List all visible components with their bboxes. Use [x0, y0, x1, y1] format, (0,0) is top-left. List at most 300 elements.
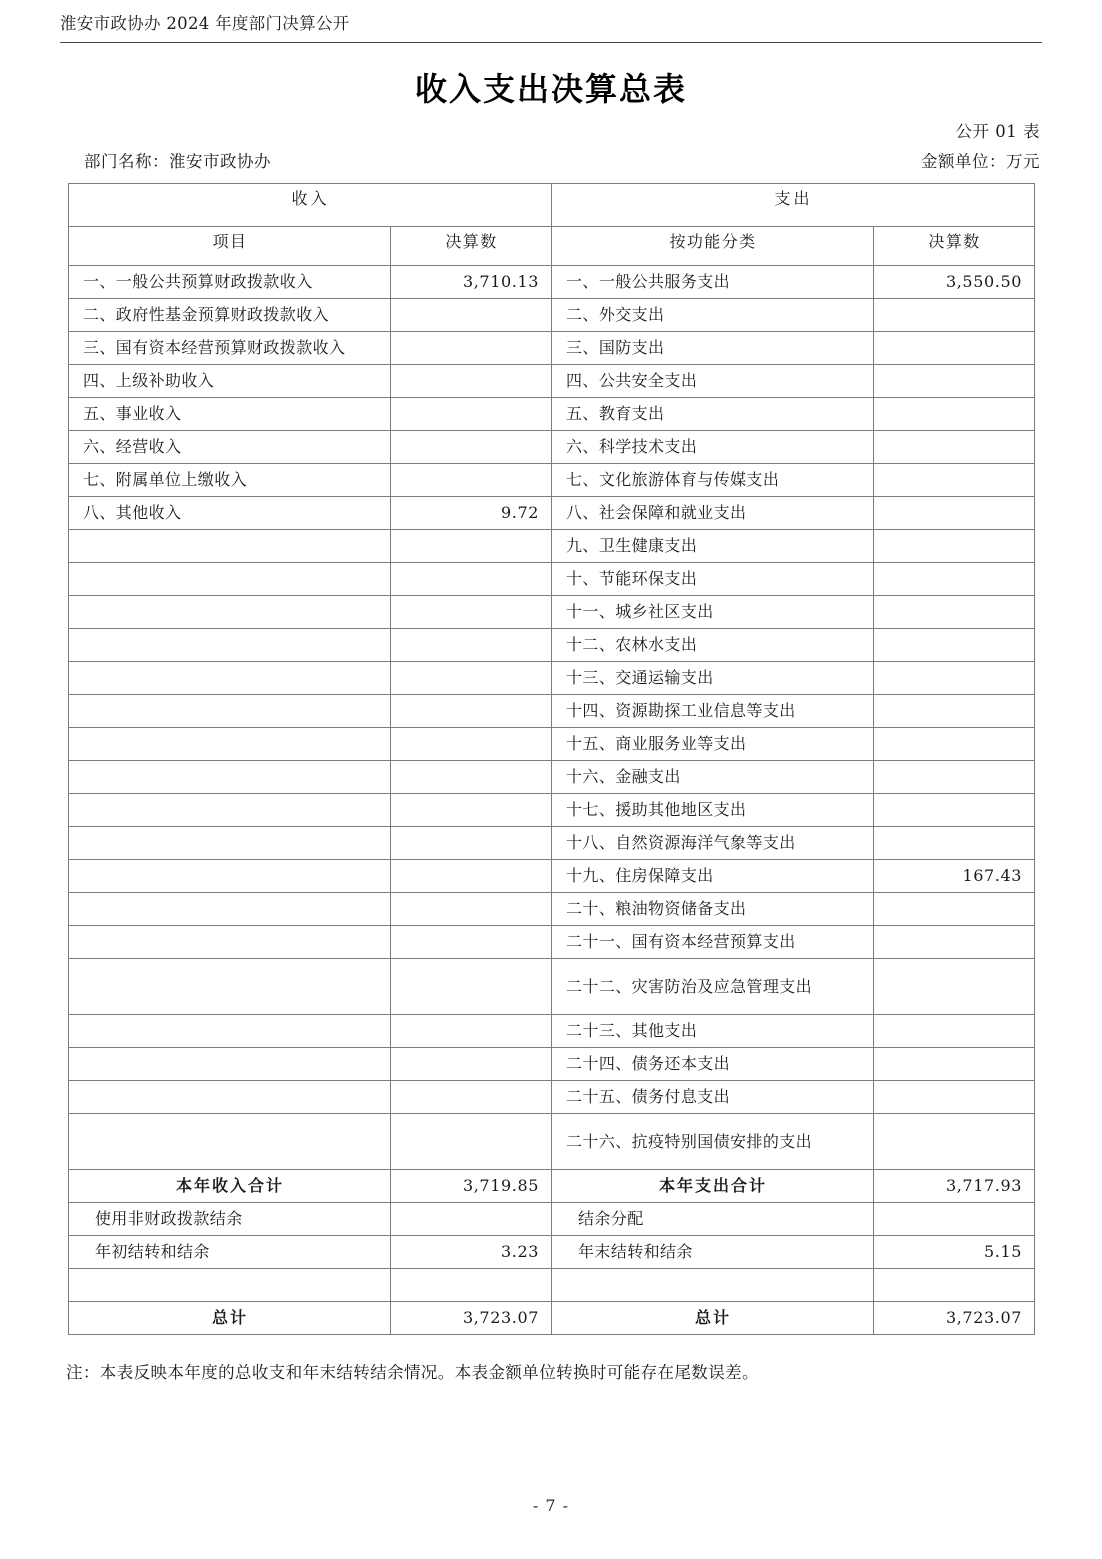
summary-expenditure-label: [552, 1269, 874, 1302]
income-item-label-text: [69, 938, 390, 946]
expenditure-item-label: [552, 926, 874, 959]
expenditure-item-amount: [874, 365, 1035, 398]
expenditure-item-label-text: 二十五、债务付息支出: [566, 1087, 731, 1106]
expenditure-item-label: [552, 827, 874, 860]
expenditure-item-amount: [874, 1048, 1035, 1081]
income-item-amount: [391, 332, 552, 365]
table-row: [69, 728, 1035, 761]
income-item-amount-text: [391, 476, 551, 484]
expenditure-item-amount: [874, 1081, 1035, 1114]
expenditure-item-label-text: 九、卫生健康支出: [566, 536, 698, 555]
income-item-amount: [391, 959, 552, 1015]
income-item-label: [69, 530, 391, 563]
summary-expenditure-label-text: 总计: [695, 1308, 732, 1327]
income-item-label-text: 八、其他收入: [83, 503, 182, 522]
expenditure-item-label: [552, 563, 874, 596]
expenditure-item-amount: [874, 332, 1035, 365]
expenditure-item-label: [552, 959, 874, 1015]
expenditure-item-label-text: 二十六、抗疫特别国债安排的支出: [566, 1131, 813, 1151]
expenditure-item-label: [552, 629, 874, 662]
income-item-label-text: 二、政府性基金预算财政拨款收入: [83, 305, 330, 324]
summary-expenditure-amount: [874, 1236, 1035, 1269]
expenditure-item-amount: [874, 926, 1035, 959]
income-item-amount: [391, 629, 552, 662]
expenditure-item-amount-text: [874, 806, 1034, 814]
expenditure-item-amount-text: [874, 674, 1034, 682]
expenditure-item-amount: [874, 794, 1035, 827]
income-item-amount: [391, 794, 552, 827]
income-item-amount: [391, 596, 552, 629]
expenditure-item-label-text: 二十二、灾害防治及应急管理支出: [566, 976, 813, 996]
summary-income-label-text: 年初结转和结余: [95, 1242, 210, 1261]
summary-row: [69, 1203, 1035, 1236]
table-row: [69, 695, 1035, 728]
expenditure-item-label-text: 七、文化旅游体育与传媒支出: [566, 470, 780, 489]
income-item-amount: [391, 761, 552, 794]
income-item-label-text: 五、事业收入: [83, 404, 182, 423]
expenditure-item-label-text: 八、社会保障和就业支出: [566, 503, 747, 522]
income-item-amount-text: [391, 1093, 551, 1101]
income-item-label: [69, 431, 391, 464]
income-item-label: [69, 893, 391, 926]
table-row: [69, 398, 1035, 431]
expenditure-item-amount: [874, 497, 1035, 530]
income-item-amount-text: [391, 542, 551, 550]
expenditure-item-amount: [874, 893, 1035, 926]
table-row: [69, 893, 1035, 926]
expenditure-item-label: [552, 1081, 874, 1114]
summary-income-amount-text: 3.23: [500, 1242, 540, 1261]
table-row: [69, 464, 1035, 497]
expenditure-item-amount: [874, 860, 1035, 893]
amount-unit: 金额单位：万元: [921, 152, 1040, 171]
income-item-amount-text: [391, 344, 551, 352]
income-item-label: [69, 464, 391, 497]
income-item-amount-text: [391, 641, 551, 649]
summary-income-label: [69, 1203, 391, 1236]
income-item-amount: [391, 1081, 552, 1114]
department-name: 部门名称：淮安市政协办: [84, 152, 271, 171]
summary-row: [69, 1302, 1035, 1335]
expenditure-item-label: [552, 332, 874, 365]
summary-expenditure-amount: [874, 1203, 1035, 1236]
table-row: [69, 629, 1035, 662]
income-item-amount: [391, 827, 552, 860]
group-header-expenditure: [552, 184, 1035, 227]
expenditure-item-amount-text: [874, 509, 1034, 517]
income-item-label: [69, 1015, 391, 1048]
summary-expenditure-label: [552, 1203, 874, 1236]
income-item-label-text: 一、一般公共预算财政拨款收入: [83, 272, 313, 291]
expenditure-item-amount-text: [874, 476, 1034, 484]
expenditure-item-label-text: 二十四、债务还本支出: [566, 1054, 731, 1073]
summary-expenditure-amount-text: 3,723.07: [945, 1308, 1023, 1327]
column-header-expenditure-amount: [874, 227, 1035, 266]
summary-expenditure-amount: [874, 1269, 1035, 1302]
expenditure-item-label: [552, 860, 874, 893]
expenditure-item-amount-text: [874, 983, 1034, 991]
expenditure-item-label-text: 十、节能环保支出: [566, 569, 698, 588]
expenditure-item-label: [552, 266, 874, 299]
income-item-amount: [391, 398, 552, 431]
summary-income-label-text: 使用非财政拨款结余: [95, 1209, 243, 1228]
header-divider: [60, 42, 1042, 43]
income-item-amount-text: [391, 839, 551, 847]
income-item-amount: [391, 365, 552, 398]
income-item-label: [69, 728, 391, 761]
expenditure-item-amount-text: [874, 542, 1034, 550]
expenditure-item-label-text: 二十一、国有资本经营预算支出: [566, 932, 796, 951]
form-number: 公开 01 表: [955, 122, 1040, 141]
income-item-amount: [391, 893, 552, 926]
summary-expenditure-amount-text: 3,717.93: [945, 1176, 1023, 1195]
table-row: [69, 1015, 1035, 1048]
summary-income-amount-text: 3,719.85: [462, 1176, 540, 1195]
group-header-income: [69, 184, 552, 227]
expenditure-item-amount-text: [874, 311, 1034, 319]
summary-income-label-text: [69, 1281, 390, 1289]
expenditure-item-amount: [874, 695, 1035, 728]
expenditure-item-amount-text: [874, 905, 1034, 913]
income-item-amount-text: 3,710.13: [462, 272, 540, 291]
column-header-income-item-text: 项目: [212, 232, 248, 251]
income-item-label: [69, 266, 391, 299]
expenditure-item-label-text: 十三、交通运输支出: [566, 668, 714, 687]
table-row: [69, 596, 1035, 629]
income-item-label: [69, 860, 391, 893]
table-row: [69, 860, 1035, 893]
expenditure-item-label: [552, 398, 874, 431]
income-item-amount-text: [391, 443, 551, 451]
running-header: 淮安市政协办 2024 年度部门决算公开: [60, 14, 350, 33]
expenditure-item-amount: [874, 563, 1035, 596]
summary-income-amount: [391, 1269, 552, 1302]
income-item-label: [69, 926, 391, 959]
table-row: [69, 431, 1035, 464]
expenditure-item-label: [552, 1015, 874, 1048]
table-row: [69, 959, 1035, 1015]
expenditure-item-amount-text: [874, 377, 1034, 385]
income-expenditure-table: [68, 183, 1035, 1335]
income-item-label-text: [69, 983, 390, 991]
summary-row: [69, 1269, 1035, 1302]
expenditure-item-amount-text: [874, 344, 1034, 352]
summary-expenditure-label-text: 年末结转和结余: [578, 1242, 693, 1261]
income-item-amount: [391, 299, 552, 332]
income-item-label-text: [69, 740, 390, 748]
column-header-income-amount-text: 决算数: [445, 232, 498, 251]
summary-income-amount: [391, 1302, 552, 1335]
income-item-amount-text: [391, 773, 551, 781]
income-item-label: [69, 794, 391, 827]
expenditure-item-amount: [874, 596, 1035, 629]
expenditure-item-amount-text: [874, 1093, 1034, 1101]
expenditure-item-amount: [874, 1015, 1035, 1048]
income-item-label-text: [69, 674, 390, 682]
income-item-label-text: [69, 872, 390, 880]
summary-income-label: [69, 1170, 391, 1203]
table-footnote: 注：本表反映本年度的总收支和年末结转结余情况。本表金额单位转换时可能存在尾数误差。: [66, 1363, 759, 1382]
income-item-amount: [391, 728, 552, 761]
income-item-label-text: 三、国有资本经营预算财政拨款收入: [83, 338, 346, 357]
expenditure-item-amount: [874, 464, 1035, 497]
income-item-amount-text: [391, 1027, 551, 1035]
income-item-amount: [391, 563, 552, 596]
expenditure-item-label-text: 十七、援助其他地区支出: [566, 800, 747, 819]
expenditure-item-amount: [874, 266, 1035, 299]
expenditure-item-label: [552, 893, 874, 926]
expenditure-item-label: [552, 695, 874, 728]
table-row: [69, 299, 1035, 332]
income-item-amount-text: [391, 377, 551, 385]
expenditure-item-amount-text: [874, 575, 1034, 583]
income-item-label-text: 七、附属单位上缴收入: [83, 470, 248, 489]
income-item-label-text: [69, 806, 390, 814]
income-item-label-text: [69, 608, 390, 616]
expenditure-item-amount: [874, 431, 1035, 464]
summary-expenditure-amount: [874, 1170, 1035, 1203]
expenditure-item-label-text: 十五、商业服务业等支出: [566, 734, 747, 753]
income-item-label-text: [69, 1138, 390, 1146]
expenditure-item-amount-text: [874, 1138, 1034, 1146]
income-item-label-text: [69, 1093, 390, 1101]
income-item-amount: [391, 266, 552, 299]
summary-row: [69, 1236, 1035, 1269]
expenditure-item-amount-text: [874, 443, 1034, 451]
expenditure-item-label: [552, 728, 874, 761]
expenditure-item-label: [552, 365, 874, 398]
income-item-amount: [391, 860, 552, 893]
expenditure-item-label-text: 十二、农林水支出: [566, 635, 698, 654]
income-item-amount-text: 9.72: [500, 503, 540, 522]
summary-income-label: [69, 1302, 391, 1335]
column-header-expenditure-item-text: 按功能分类: [669, 232, 757, 251]
expenditure-item-amount: [874, 827, 1035, 860]
group-header-income-text: 收入: [291, 189, 330, 208]
expenditure-item-label-text: 十八、自然资源海洋气象等支出: [566, 833, 796, 852]
table-row: [69, 1048, 1035, 1081]
expenditure-item-label-text: 五、教育支出: [566, 404, 665, 423]
expenditure-item-label-text: 一、一般公共服务支出: [566, 272, 731, 291]
summary-row: [69, 1170, 1035, 1203]
table-row: [69, 332, 1035, 365]
income-item-label-text: [69, 707, 390, 715]
expenditure-item-amount-text: [874, 1060, 1034, 1068]
expenditure-item-label: [552, 530, 874, 563]
column-header-expenditure-amount-text: 决算数: [928, 232, 981, 251]
summary-income-amount: [391, 1203, 552, 1236]
income-item-amount: [391, 431, 552, 464]
summary-expenditure-label-text: 本年支出合计: [659, 1176, 768, 1195]
expenditure-item-label-text: 十九、住房保障支出: [566, 866, 714, 885]
summary-income-label: [69, 1269, 391, 1302]
summary-income-amount: [391, 1236, 552, 1269]
income-item-label: [69, 959, 391, 1015]
income-item-amount-text: [391, 740, 551, 748]
table-row: [69, 1081, 1035, 1114]
income-item-amount-text: [391, 608, 551, 616]
income-item-label: [69, 332, 391, 365]
column-header-income-amount: [391, 227, 552, 266]
budget-table-wrapper: [68, 183, 1034, 1335]
expenditure-item-amount: [874, 728, 1035, 761]
table-row: [69, 266, 1035, 299]
column-header-expenditure-item: [552, 227, 874, 266]
income-item-amount: [391, 464, 552, 497]
income-item-label-text: [69, 641, 390, 649]
income-item-label: [69, 596, 391, 629]
income-item-amount: [391, 926, 552, 959]
expenditure-item-label: [552, 662, 874, 695]
summary-income-label-text: 本年收入合计: [175, 1176, 284, 1195]
income-item-label-text: [69, 773, 390, 781]
expenditure-item-amount: [874, 629, 1035, 662]
column-header-row: [69, 227, 1035, 266]
expenditure-item-label: [552, 794, 874, 827]
income-item-label: [69, 761, 391, 794]
income-item-label-text: [69, 1027, 390, 1035]
table-row: [69, 827, 1035, 860]
summary-income-amount-text: [391, 1215, 551, 1223]
expenditure-item-amount: [874, 530, 1035, 563]
income-item-label: [69, 398, 391, 431]
summary-expenditure-label-text: [552, 1281, 873, 1289]
table-row: [69, 497, 1035, 530]
table-row: [69, 662, 1035, 695]
income-item-amount-text: [391, 872, 551, 880]
summary-income-label-text: 总计: [211, 1308, 248, 1327]
expenditure-item-label: [552, 431, 874, 464]
expenditure-item-label-text: 六、科学技术支出: [566, 437, 698, 456]
table-row: [69, 761, 1035, 794]
income-item-amount: [391, 530, 552, 563]
income-item-amount: [391, 695, 552, 728]
expenditure-item-label-text: 二十、粮油物资储备支出: [566, 899, 747, 918]
income-item-label: [69, 299, 391, 332]
expenditure-item-amount: [874, 662, 1035, 695]
expenditure-item-label-text: 十四、资源勘探工业信息等支出: [566, 701, 796, 720]
expenditure-item-amount-text: [874, 938, 1034, 946]
expenditure-item-label-text: 十一、城乡社区支出: [566, 602, 714, 621]
summary-expenditure-label: [552, 1170, 874, 1203]
expenditure-item-amount: [874, 398, 1035, 431]
income-item-label: [69, 662, 391, 695]
expenditure-item-amount-text: [874, 773, 1034, 781]
expenditure-item-amount: [874, 299, 1035, 332]
income-item-label-text: [69, 575, 390, 583]
income-item-label-text: [69, 542, 390, 550]
expenditure-item-amount-text: [874, 1027, 1034, 1035]
summary-expenditure-amount-text: 5.15: [984, 1242, 1023, 1261]
expenditure-item-label-text: 二、外交支出: [566, 305, 665, 324]
income-item-label: [69, 365, 391, 398]
expenditure-item-amount-text: 167.43: [962, 866, 1023, 885]
income-item-amount: [391, 1048, 552, 1081]
expenditure-item-amount-text: 3,550.50: [945, 272, 1023, 291]
income-item-label: [69, 827, 391, 860]
expenditure-item-amount: [874, 761, 1035, 794]
expenditure-item-amount-text: [874, 608, 1034, 616]
income-item-label: [69, 1081, 391, 1114]
expenditure-item-label: [552, 497, 874, 530]
expenditure-item-label: [552, 1114, 874, 1170]
income-item-amount-text: [391, 905, 551, 913]
expenditure-item-label: [552, 596, 874, 629]
income-item-label-text: [69, 1060, 390, 1068]
expenditure-item-label: [552, 761, 874, 794]
expenditure-item-amount-text: [874, 410, 1034, 418]
page-number: - 7 -: [532, 1496, 570, 1515]
income-item-amount-text: [391, 311, 551, 319]
income-item-label-text: [69, 839, 390, 847]
summary-expenditure-amount-text: [874, 1281, 1034, 1289]
income-item-amount-text: [391, 707, 551, 715]
income-item-label: [69, 629, 391, 662]
summary-expenditure-label-text: 结余分配: [578, 1209, 644, 1228]
income-item-amount-text: [391, 1138, 551, 1146]
income-item-amount-text: [391, 674, 551, 682]
income-item-label: [69, 1114, 391, 1170]
column-header-income-item: [69, 227, 391, 266]
income-item-amount-text: [391, 575, 551, 583]
expenditure-item-label-text: 十六、金融支出: [566, 767, 681, 786]
income-item-label: [69, 1048, 391, 1081]
summary-income-amount-text: 3,723.07: [462, 1308, 540, 1327]
expenditure-item-amount: [874, 959, 1035, 1015]
group-header-row: [69, 184, 1035, 227]
income-item-amount-text: [391, 983, 551, 991]
expenditure-item-label: [552, 464, 874, 497]
summary-income-amount-text: [391, 1281, 551, 1289]
table-row: [69, 530, 1035, 563]
summary-expenditure-label: [552, 1236, 874, 1269]
expenditure-item-amount: [874, 1114, 1035, 1170]
income-item-amount: [391, 1015, 552, 1048]
income-item-label: [69, 563, 391, 596]
expenditure-item-label-text: 三、国防支出: [566, 338, 665, 357]
income-item-amount: [391, 662, 552, 695]
table-body: [69, 184, 1035, 1335]
table-row: [69, 563, 1035, 596]
income-item-amount-text: [391, 938, 551, 946]
page-title: 收入支出决算总表: [414, 70, 687, 108]
expenditure-item-label: [552, 1048, 874, 1081]
summary-expenditure-label: [552, 1302, 874, 1335]
expenditure-item-amount-text: [874, 839, 1034, 847]
summary-income-label: [69, 1236, 391, 1269]
expenditure-item-amount-text: [874, 641, 1034, 649]
table-row: [69, 794, 1035, 827]
income-item-amount: [391, 497, 552, 530]
expenditure-item-label-text: 四、公共安全支出: [566, 371, 698, 390]
income-item-label-text: 六、经营收入: [83, 437, 182, 456]
income-item-amount-text: [391, 1060, 551, 1068]
expenditure-item-amount-text: [874, 707, 1034, 715]
income-item-label: [69, 695, 391, 728]
expenditure-item-amount-text: [874, 740, 1034, 748]
group-header-expenditure-text: 支出: [774, 189, 813, 208]
income-item-amount: [391, 1114, 552, 1170]
summary-income-amount: [391, 1170, 552, 1203]
expenditure-item-label-text: 二十三、其他支出: [566, 1021, 698, 1040]
expenditure-item-label: [552, 299, 874, 332]
income-item-label-text: 四、上级补助收入: [83, 371, 215, 390]
summary-expenditure-amount-text: [874, 1215, 1034, 1223]
table-row: [69, 926, 1035, 959]
income-item-amount-text: [391, 410, 551, 418]
summary-expenditure-amount: [874, 1302, 1035, 1335]
income-item-label-text: [69, 905, 390, 913]
